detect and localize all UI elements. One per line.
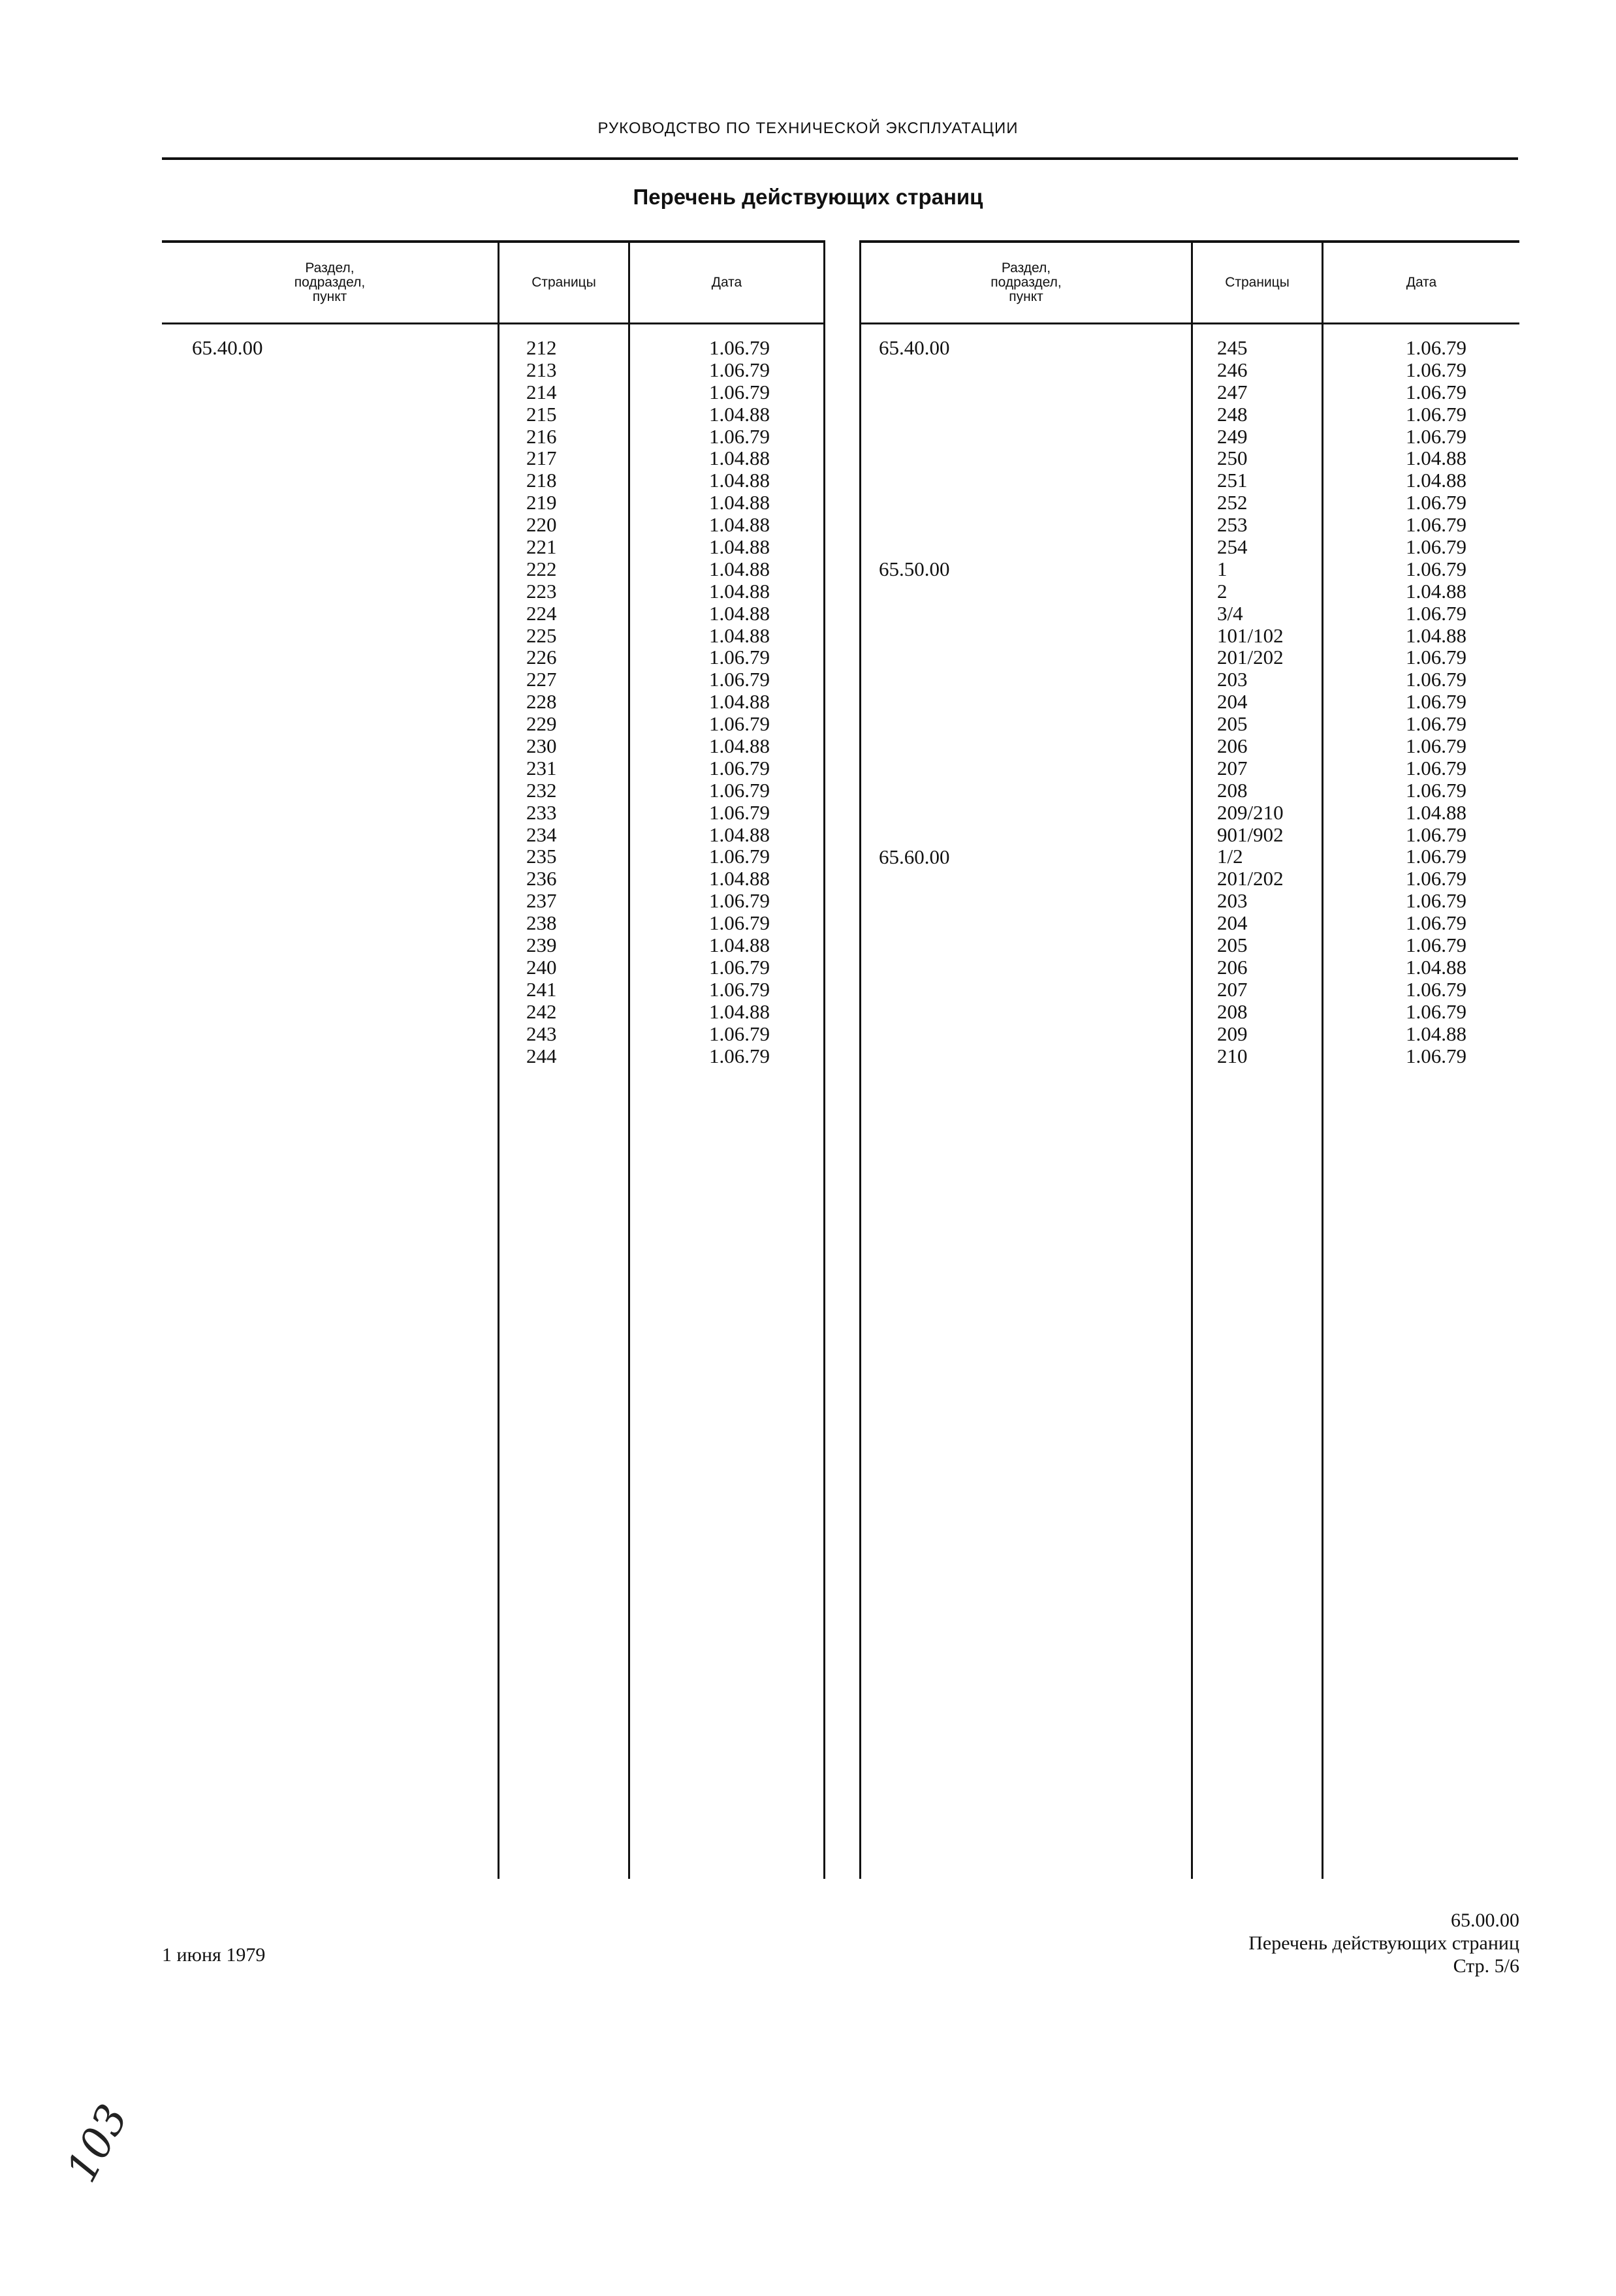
page-date: 1.06.79 [1406, 402, 1466, 426]
page-date: 1.06.79 [1406, 778, 1466, 802]
page-number: 254 [1217, 535, 1248, 559]
page-number: 213 [526, 358, 557, 381]
page-date: 1.06.79 [1406, 867, 1466, 890]
page-date: 1.06.79 [709, 911, 770, 935]
page-date: 1.04.88 [709, 999, 770, 1023]
page-date: 1.04.88 [709, 734, 770, 758]
page-number: 239 [526, 934, 557, 957]
handwritten-note: 103 [57, 2097, 138, 2190]
page-number: 203 [1217, 668, 1248, 691]
page-number: 1/2 [1217, 845, 1243, 868]
page-date: 1.04.88 [709, 402, 770, 426]
page-date: 1.06.79 [1406, 1044, 1466, 1067]
page-date: 1.06.79 [1406, 601, 1466, 625]
page-number: 232 [526, 778, 557, 802]
page-date: 1.04.88 [1406, 955, 1466, 979]
page-number: 206 [1217, 734, 1248, 758]
page-date: 1.06.79 [709, 977, 770, 1001]
section-label: 65.40.00 [192, 336, 263, 359]
column-header-section-line: пункт [1009, 289, 1043, 304]
column-divider [823, 240, 825, 1879]
page-number: 901/902 [1217, 823, 1284, 846]
page-number: 236 [526, 867, 557, 890]
page-number: 1 [1217, 557, 1228, 580]
page-number: 208 [1217, 778, 1248, 802]
pages-table-right [859, 240, 1519, 1879]
page-number: 244 [526, 1044, 557, 1067]
page-date: 1.04.88 [1406, 447, 1466, 470]
page-number: 251 [1217, 469, 1248, 492]
page-date: 1.04.88 [1406, 1022, 1466, 1045]
page-date: 1.06.79 [1406, 336, 1466, 359]
page-date: 1.04.88 [709, 934, 770, 957]
page-date: 1.06.79 [709, 1022, 770, 1045]
column-divider [498, 240, 499, 1879]
page-number: 217 [526, 447, 557, 470]
page-date: 1.06.79 [1406, 491, 1466, 514]
page-number: 3/4 [1217, 601, 1243, 625]
page-date: 1.06.79 [1406, 557, 1466, 580]
column-header-section-line: подраздел, [294, 275, 366, 290]
column-header-date: Дата [711, 275, 742, 290]
page-date: 1.06.79 [709, 1044, 770, 1067]
page-number: 2 [1217, 579, 1228, 603]
page-date: 1.06.79 [1406, 977, 1466, 1001]
page-date: 1.06.79 [1406, 911, 1466, 935]
column-header-section [162, 243, 498, 322]
page-date: 1.06.79 [709, 668, 770, 691]
column-header-section-line: пункт [312, 289, 347, 304]
page-number: 246 [1217, 358, 1248, 381]
page-date: 1.04.88 [709, 579, 770, 603]
page-date: 1.06.79 [709, 800, 770, 824]
page-date: 1.04.88 [1406, 469, 1466, 492]
page-number: 222 [526, 557, 557, 580]
page-date: 1.04.88 [709, 867, 770, 890]
page-date: 1.06.79 [709, 889, 770, 913]
page-number: 214 [526, 380, 557, 403]
column-header-pages: Страницы [1225, 275, 1290, 290]
page-number: 240 [526, 955, 557, 979]
page-date: 1.06.79 [1406, 358, 1466, 381]
page-date: 1.06.79 [709, 756, 770, 779]
page-title: Перечень действующих страниц [633, 185, 983, 209]
page-date: 1.04.88 [709, 535, 770, 559]
page-number: 226 [526, 646, 557, 669]
page-number: 101/102 [1217, 623, 1284, 647]
page-number: 205 [1217, 712, 1248, 736]
page-number: 238 [526, 911, 557, 935]
footer-block [1248, 1909, 1519, 1977]
page-date: 1.04.88 [709, 491, 770, 514]
footer-page-number: Стр. 5/6 [1453, 1955, 1519, 1977]
page-date: 1.06.79 [1406, 712, 1466, 736]
page-date: 1.06.79 [1406, 668, 1466, 691]
page-number: 209/210 [1217, 800, 1284, 824]
page-date: 1.06.79 [709, 955, 770, 979]
page-number: 224 [526, 601, 557, 625]
page-number: 243 [526, 1022, 557, 1045]
pages-column [1217, 337, 1322, 1067]
page-date: 1.04.88 [709, 447, 770, 470]
page-number: 237 [526, 889, 557, 913]
page-number: 248 [1217, 402, 1248, 426]
page-number: 221 [526, 535, 557, 559]
column-divider [1191, 240, 1193, 1879]
page-date: 1.06.79 [1406, 734, 1466, 758]
page-number: 234 [526, 823, 557, 846]
column-header-section-line: Раздел, [305, 260, 355, 275]
column-header-section-line: Раздел, [1001, 260, 1051, 275]
table-header-rule [162, 322, 825, 324]
page-number: 201/202 [1217, 646, 1284, 669]
page-date: 1.06.79 [1406, 934, 1466, 957]
page-date: 1.06.79 [1406, 823, 1466, 846]
footer-title: Перечень действующих страниц [1248, 1932, 1519, 1954]
page-number: 219 [526, 491, 557, 514]
page-date: 1.06.79 [1406, 513, 1466, 537]
page-date: 1.06.79 [709, 424, 770, 448]
footer-chapter: 65.00.00 [1451, 1910, 1519, 1931]
pages-column [526, 337, 624, 1067]
page-number: 242 [526, 999, 557, 1023]
page-number: 245 [1217, 336, 1248, 359]
page-date: 1.06.79 [1406, 380, 1466, 403]
page-date: 1.04.88 [709, 823, 770, 846]
page-number: 220 [526, 513, 557, 537]
page-number: 250 [1217, 447, 1248, 470]
page-date: 1.06.79 [1406, 845, 1466, 868]
page-number: 247 [1217, 380, 1248, 403]
page-number: 231 [526, 756, 557, 779]
running-head: РУКОВОДСТВО ПО ТЕХНИЧЕСКОЙ ЭКСПЛУАТАЦИИ [597, 119, 1019, 137]
column-header-pages: Страницы [531, 275, 596, 290]
page-date: 1.06.79 [1406, 690, 1466, 714]
column-header-date: Дата [1406, 275, 1437, 290]
page-date: 1.04.88 [709, 513, 770, 537]
page-number: 225 [526, 623, 557, 647]
page-number: 203 [1217, 889, 1248, 913]
page-number: 204 [1217, 690, 1248, 714]
page-date: 1.06.79 [1406, 646, 1466, 669]
page-date: 1.06.79 [709, 778, 770, 802]
section-label: 65.40.00 [879, 336, 950, 359]
page-date: 1.04.88 [1406, 579, 1466, 603]
page-number: 209 [1217, 1022, 1248, 1045]
table-header-rule [859, 322, 1519, 324]
section-label: 65.50.00 [879, 558, 950, 580]
page-number: 227 [526, 668, 557, 691]
dates-column [630, 337, 770, 1067]
page-number: 208 [1217, 999, 1248, 1023]
page-date: 1.06.79 [1406, 424, 1466, 448]
page-date: 1.06.79 [1406, 756, 1466, 779]
page-number: 212 [526, 336, 557, 359]
page-date: 1.06.79 [1406, 535, 1466, 559]
page-number: 233 [526, 800, 557, 824]
page-date: 1.06.79 [709, 336, 770, 359]
column-divider [859, 240, 861, 1879]
page-date: 1.04.88 [709, 601, 770, 625]
section-label: 65.60.00 [879, 845, 950, 868]
page-date: 1.04.88 [1406, 623, 1466, 647]
page-number: 207 [1217, 977, 1248, 1001]
page-number: 235 [526, 845, 557, 868]
footer-date: 1 июня 1979 [162, 1944, 266, 1966]
page-date: 1.06.79 [709, 358, 770, 381]
header-rule [162, 157, 1518, 160]
page-number: 204 [1217, 911, 1248, 935]
pages-table-left [162, 240, 825, 1879]
page-number: 252 [1217, 491, 1248, 514]
dates-column [1323, 337, 1466, 1067]
page-date: 1.06.79 [709, 646, 770, 669]
page-number: 215 [526, 402, 557, 426]
page-date: 1.06.79 [709, 712, 770, 736]
page-number: 253 [1217, 513, 1248, 537]
column-header-section-line: подраздел, [990, 275, 1062, 290]
page-date: 1.06.79 [709, 845, 770, 868]
page-date: 1.04.88 [709, 623, 770, 647]
page-date: 1.04.88 [709, 469, 770, 492]
page-number: 218 [526, 469, 557, 492]
page-number: 228 [526, 690, 557, 714]
page-date: 1.04.88 [709, 690, 770, 714]
page-number: 201/202 [1217, 867, 1284, 890]
column-header-section [861, 243, 1191, 322]
page-date: 1.04.88 [1406, 800, 1466, 824]
page-date: 1.06.79 [709, 380, 770, 403]
page-date: 1.04.88 [709, 557, 770, 580]
page-number: 249 [1217, 424, 1248, 448]
page-number: 241 [526, 977, 557, 1001]
page-number: 207 [1217, 756, 1248, 779]
page-number: 230 [526, 734, 557, 758]
page-date: 1.06.79 [1406, 889, 1466, 913]
page-number: 210 [1217, 1044, 1248, 1067]
page-date: 1.06.79 [1406, 999, 1466, 1023]
page-number: 206 [1217, 955, 1248, 979]
page-number: 223 [526, 579, 557, 603]
page-number: 229 [526, 712, 557, 736]
page-number: 205 [1217, 934, 1248, 957]
page-number: 216 [526, 424, 557, 448]
